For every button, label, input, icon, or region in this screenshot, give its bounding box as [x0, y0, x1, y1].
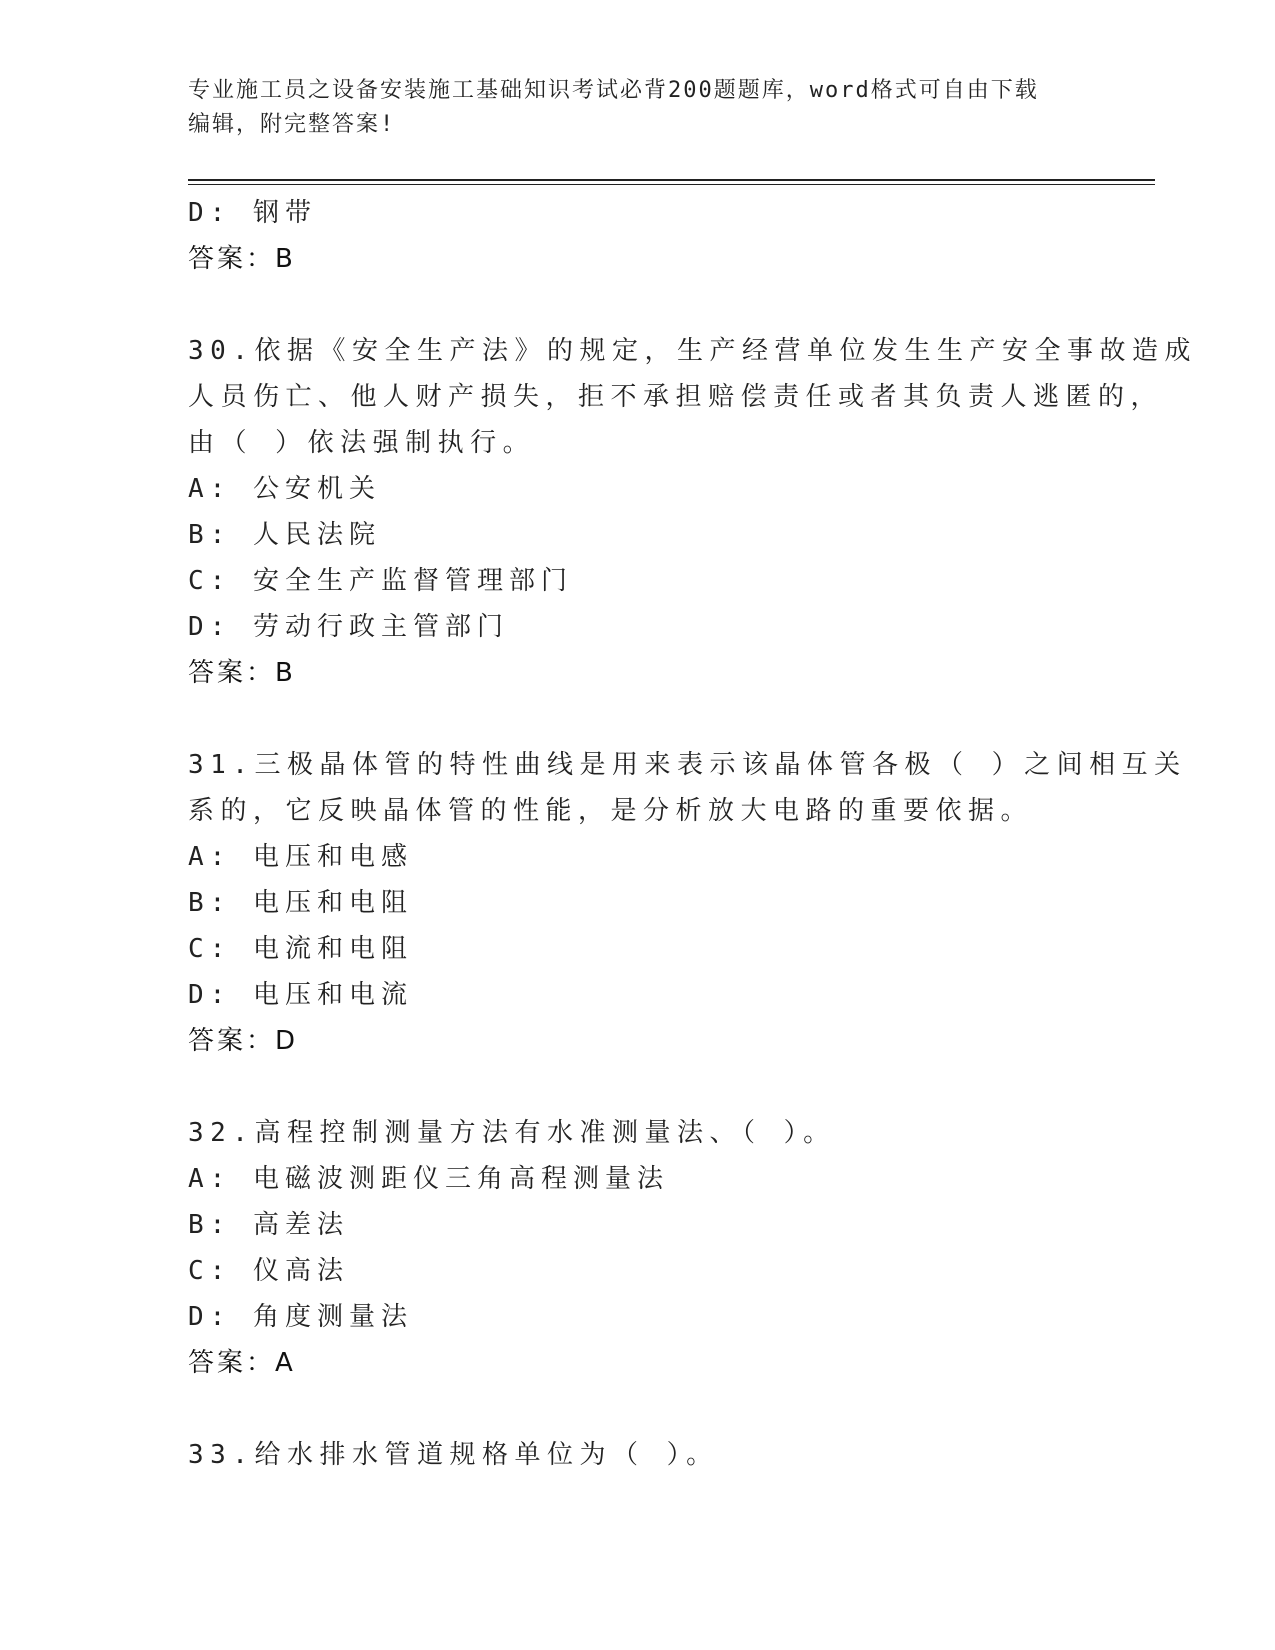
question-stem-line: 由（ ）依法强制执行。 [188, 428, 536, 458]
header-rule-thick [188, 179, 1155, 181]
option-a: A: 电磁波测距仪三角高程测量法 [188, 1164, 669, 1194]
option-d: D: 电压和电流 [188, 980, 413, 1010]
question-stem-line: 30.依据《安全生产法》的规定，生产经营单位发生生产安全事故造成 [188, 336, 1197, 366]
option-a: A: 电压和电感 [188, 842, 413, 872]
answer-line: 答案：B [188, 658, 296, 688]
question-gap [188, 282, 1088, 328]
option-d: D: 劳动行政主管部门 [188, 612, 509, 642]
header-line-1: 专业施工员之设备安装施工基础知识考试必背200题题库，word格式可自由下载 [188, 78, 1039, 103]
answer-line: 答案：A [188, 1348, 296, 1378]
question-31 [188, 742, 1187, 1064]
option-d: D: 钢带 [188, 198, 317, 228]
answer-line: 答案：D [188, 1026, 299, 1056]
header-line-2: 编辑，附完整答案! [188, 112, 396, 137]
page-header [188, 74, 1078, 142]
option-c: C: 安全生产监督管理部门 [188, 566, 573, 596]
option-a: A: 公安机关 [188, 474, 381, 504]
question-32 [188, 1110, 1088, 1386]
question-gap [188, 696, 1088, 742]
option-c: C: 仪高法 [188, 1256, 349, 1286]
question-stem-line: 33.给水排水管道规格单位为（ ）。 [188, 1440, 719, 1470]
question-30 [188, 328, 1197, 696]
option-b: B: 高差法 [188, 1210, 349, 1240]
option-d: D: 角度测量法 [188, 1302, 413, 1332]
question-gap [188, 1386, 1088, 1432]
question-stem-line: 系的，它反映晶体管的性能，是分析放大电路的重要依据。 [188, 796, 1034, 826]
answer-line: 答案：B [188, 244, 296, 274]
question-stem-line: 32.高程控制测量方法有水准测量法、（ ）。 [188, 1118, 836, 1148]
question-gap [188, 1064, 1088, 1110]
option-b: B: 电压和电阻 [188, 888, 413, 918]
question-33 [188, 1432, 1088, 1478]
option-b: B: 人民法院 [188, 520, 381, 550]
question-stem-line: 人员伤亡、他人财产损失，拒不承担赔偿责任或者其负责人逃匿的， [188, 382, 1164, 412]
header-rule-thin [188, 184, 1155, 185]
option-c: C: 电流和电阻 [188, 934, 413, 964]
question-content [188, 190, 1197, 1478]
question-stem-line: 31.三极晶体管的特性曲线是用来表示该晶体管各极（ ）之间相互关 [188, 750, 1187, 780]
